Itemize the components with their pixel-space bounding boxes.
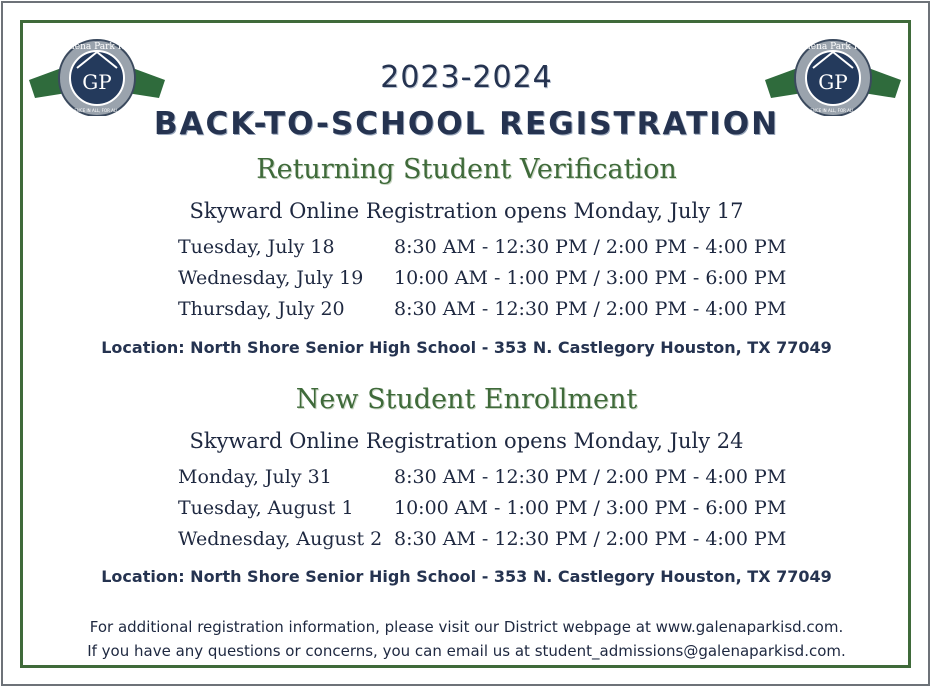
logo-left-top-text: Galena Park ISD [59,42,135,52]
logo-left-motto: EXCELLENCE IN ALL, FOR ALL, BY ALL [59,108,135,113]
new-enrollment-heading: New Student Enrollment [295,384,638,415]
returning-row-1-day: Tuesday, July 18 [178,236,335,258]
new-row-1-time: 8:30 AM - 12:30 PM / 2:00 PM - 4:00 PM [394,466,787,488]
returning-location: Location: North Shore Senior High School - 353 N. Castlegory Houston, TX 77049 [101,338,832,357]
logo-right-top-text: Galena Park ISD [795,42,871,52]
school-year: 2023-2024 [380,60,553,95]
logo-right-monogram: GP [818,70,848,94]
footer-info-line: For additional registration information, please visit our District webpage at www.galenaparkisd.com. [89,618,844,636]
returning-row-1-time: 8:30 AM - 12:30 PM / 2:00 PM - 4:00 PM [394,236,787,258]
returning-row-3-time: 8:30 AM - 12:30 PM / 2:00 PM - 4:00 PM [394,298,787,320]
returning-row-2-time: 10:00 AM - 1:00 PM / 3:00 PM - 6:00 PM [394,267,787,289]
new-row-3-day: Wednesday, August 2 [178,528,383,550]
new-enrollment-location: Location: North Shore Senior High School - 353 N. Castlegory Houston, TX 77049 [101,567,832,586]
new-row-3-time: 8:30 AM - 12:30 PM / 2:00 PM - 4:00 PM [394,528,787,550]
returning-row-2-day: Wednesday, July 19 [178,267,364,289]
new-row-2-time: 10:00 AM - 1:00 PM / 3:00 PM - 6:00 PM [394,497,787,519]
new-row-2-day: Tuesday, August 1 [178,497,354,519]
page-title: BACK-TO-SCHOOL REGISTRATION [153,106,780,142]
new-row-1-day: Monday, July 31 [178,466,332,488]
logo-right-motto: EXCELLENCE IN ALL, FOR ALL, BY ALL [795,108,871,113]
returning-heading: Returning Student Verification [256,154,677,185]
returning-opens-text: Skyward Online Registration opens Monday, July 17 [189,199,744,223]
new-enrollment-opens-text: Skyward Online Registration opens Monday, July 24 [189,429,744,453]
footer-contact-line: If you have any questions or concerns, you can email us at student_admissions@galenaparkisd.com. [87,642,846,660]
logo-left-monogram: GP [82,70,112,94]
returning-row-3-day: Thursday, July 20 [178,298,345,320]
